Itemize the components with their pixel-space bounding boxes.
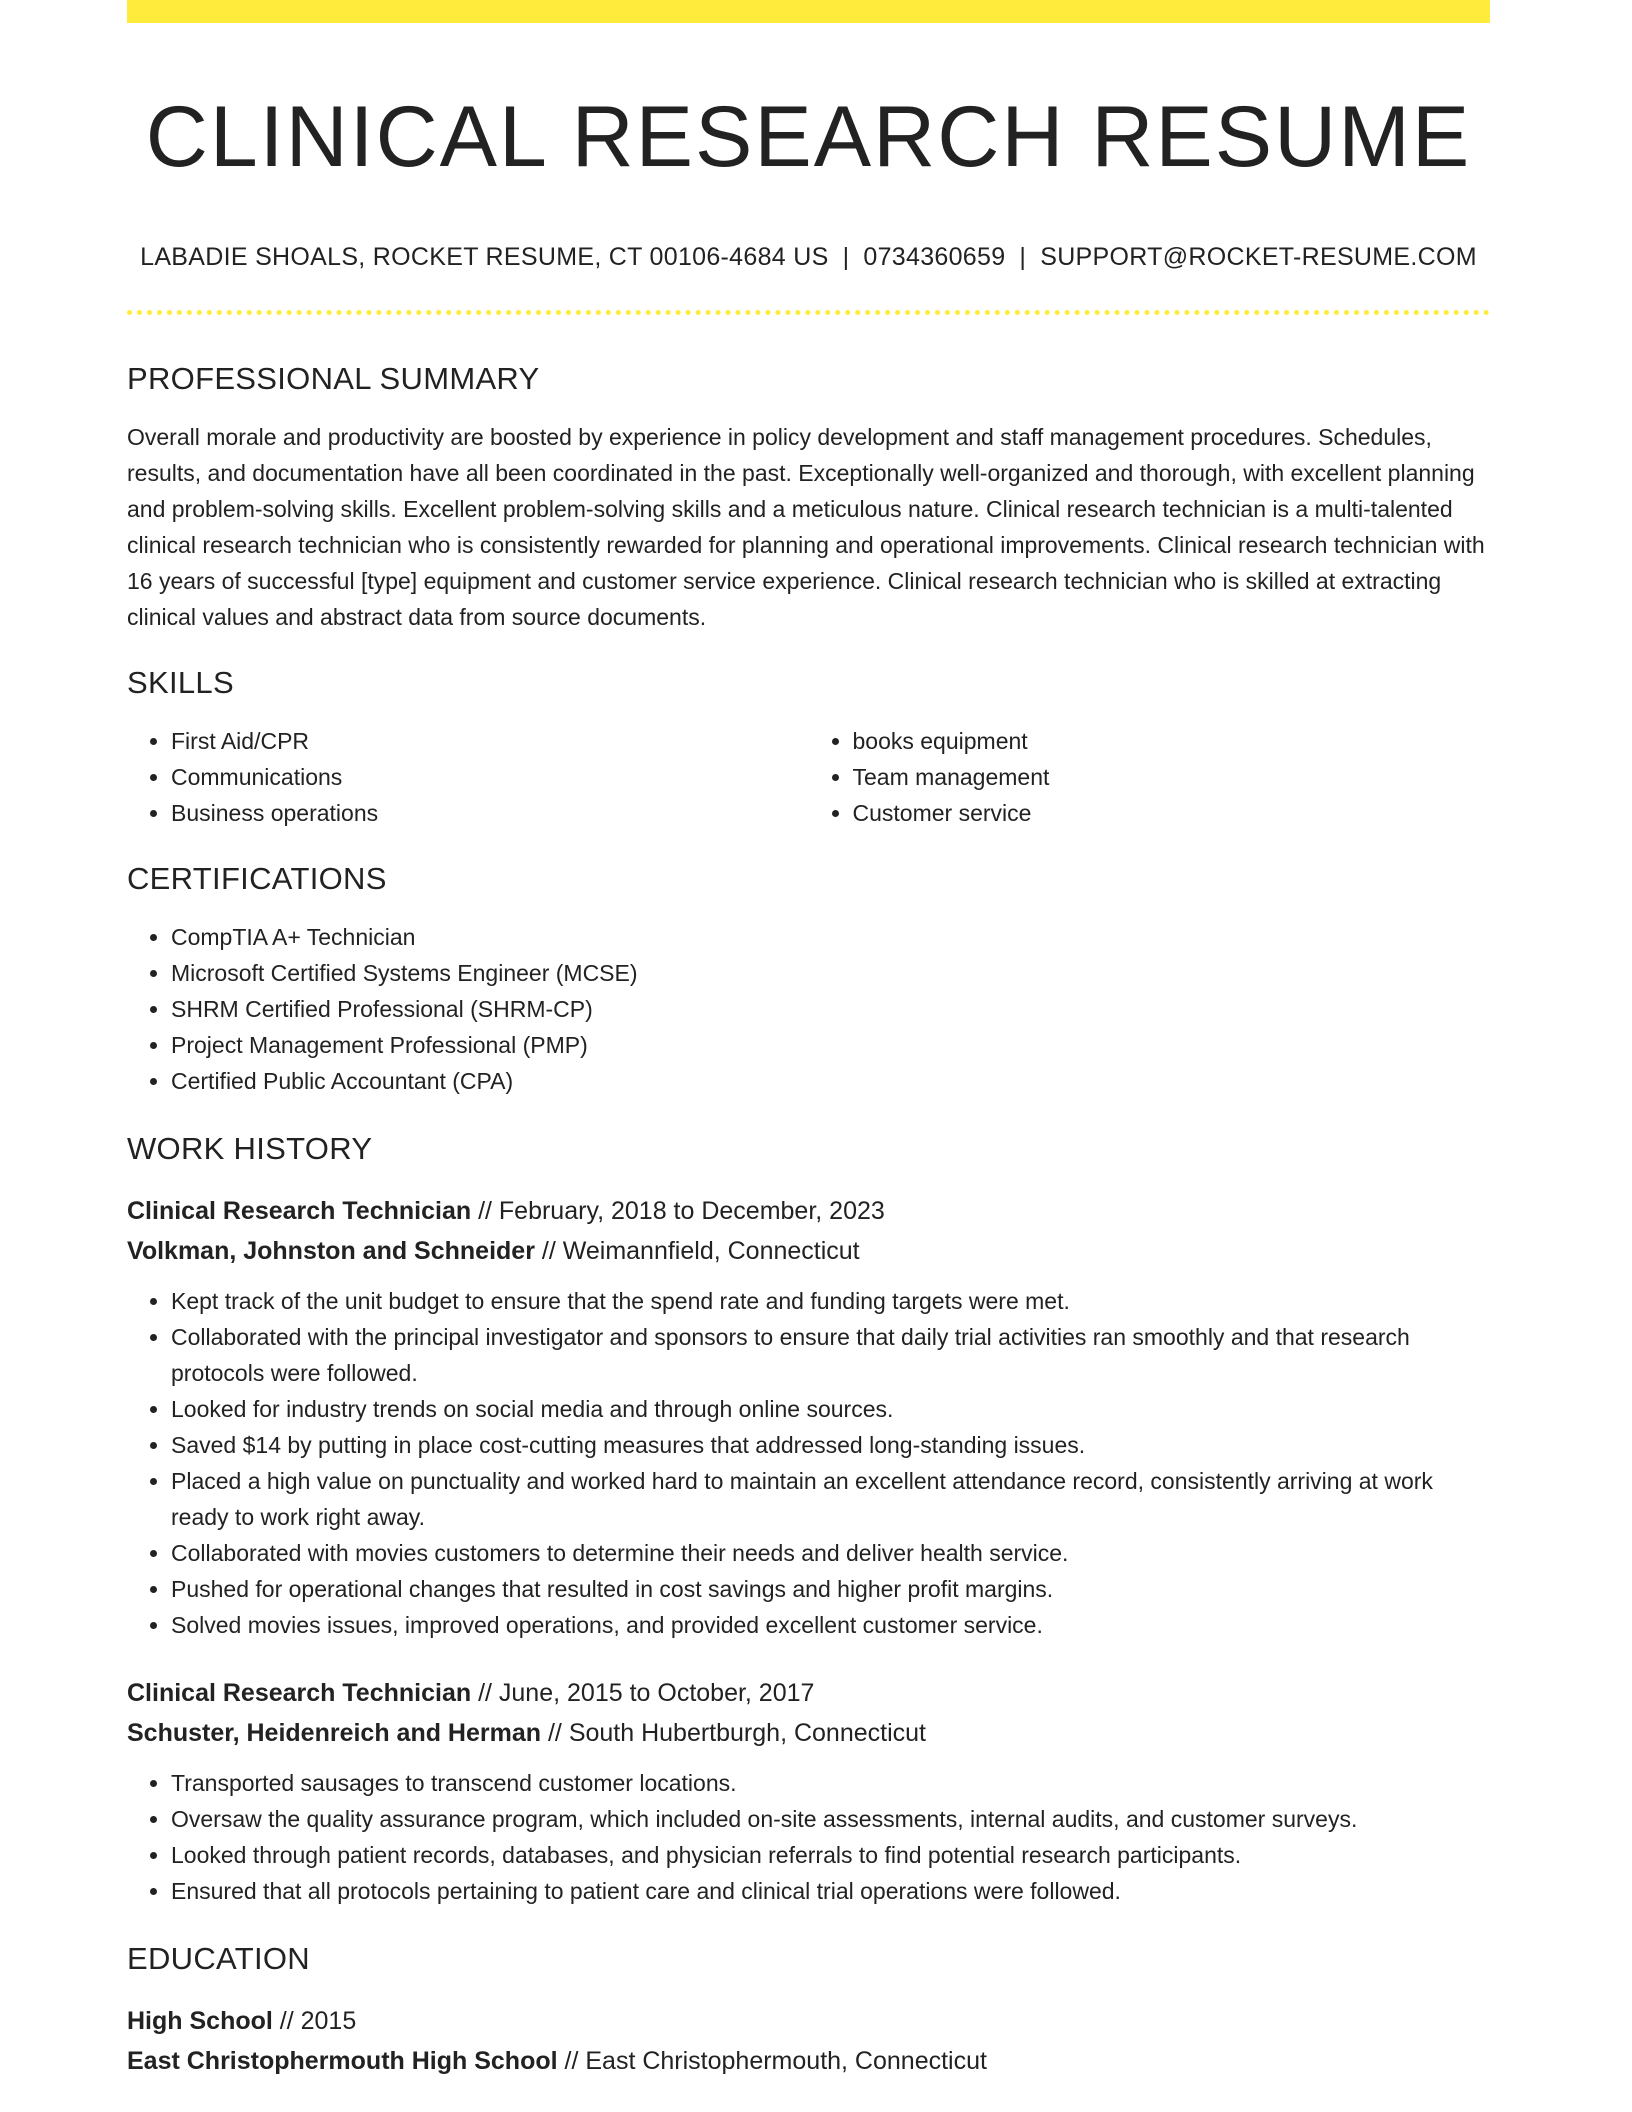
- job-role: Clinical Research Technician: [127, 1197, 472, 1226]
- job-dates: // February, 2018 to December, 2023: [471, 1197, 885, 1226]
- job-role: Clinical Research Technician: [127, 1679, 472, 1708]
- education-heading: EDUCATION: [127, 1941, 310, 1977]
- job-bullet: • Collaborated with the principal investigator and sponsors to ensure that daily trial activities ran smoothly and that research protocols were followed.: [171, 1319, 1490, 1391]
- skills-column-left: [127, 723, 809, 831]
- skills-heading: SKILLS: [127, 665, 234, 701]
- contact-line: [127, 243, 1490, 272]
- job-bullet: • Oversaw the quality assurance program, which included on-site assessments, internal audits, and customer surveys.: [171, 1801, 1490, 1837]
- skill-item: • First Aid/CPR: [171, 723, 809, 759]
- skill-item: • books equipment: [853, 723, 1491, 759]
- job-bullet: • Looked for industry trends on social media and through online sources.: [171, 1391, 1490, 1427]
- education-school: East Christophermouth High School: [127, 2047, 558, 2076]
- job-bullets: [127, 1283, 1490, 1643]
- skill-item: • Team management: [853, 759, 1491, 795]
- dotted-divider: [127, 310, 1490, 315]
- job-title-line: [127, 1673, 1490, 1713]
- job-title-line: [127, 1191, 1490, 1231]
- job-entry: [127, 1191, 1490, 1643]
- job-entry: [127, 1673, 1490, 1909]
- summary-text: Overall morale and productivity are boosted by experience in policy development and staff management procedures. Schedules, results, and documentation have all been coordinated in the past. Exceptionally well-organized and thorough, with excellent planning and problem-solving skills. Excellent problem-solving skills and a meticulous nature. Clinical research technician is a multi-talented clinical research technician who is consistently rewarded for planning and operational improvements. Clinical research technician with 16 years of successful [type] equipment and customer service experience. Clinical research technician who is skilled at extracting clinical values and abstract data from source documents.: [127, 424, 1485, 631]
- job-bullet: • Looked through patient records, databases, and physician referrals to find potential research participants.: [171, 1837, 1490, 1873]
- job-bullet: • Placed a high value on punctuality and worked hard to maintain an excellent attendance record, consistently arriving at work ready to work right away.: [171, 1463, 1490, 1535]
- resume-page: [127, 0, 1490, 2081]
- job-bullet: • Kept track of the unit budget to ensure that the spend rate and funding targets were met.: [171, 1283, 1490, 1319]
- education-school-line: [127, 2041, 1490, 2081]
- education-location: // East Christophermouth, Connecticut: [557, 2047, 987, 2076]
- top-accent-bar: [127, 0, 1490, 23]
- skills-list: [127, 723, 1490, 831]
- job-bullet: • Transported sausages to transcend customer locations.: [171, 1765, 1490, 1801]
- job-company: Volkman, Johnston and Schneider: [127, 1237, 535, 1266]
- job-location: // South Hubertburgh, Connecticut: [541, 1719, 926, 1748]
- skill-item: • Customer service: [853, 795, 1491, 831]
- job-bullets: [127, 1765, 1490, 1909]
- job-company-line: [127, 1231, 1490, 1271]
- resume-title: CLINICAL RESEARCH RESUME: [145, 89, 1472, 185]
- certification-item: • Project Management Professional (PMP): [171, 1027, 1490, 1063]
- contact-separator: |: [842, 243, 850, 272]
- certification-item: • Microsoft Certified Systems Engineer (MCSE): [171, 955, 1490, 991]
- job-dates: // June, 2015 to October, 2017: [471, 1679, 815, 1708]
- skill-item: • Business operations: [171, 795, 809, 831]
- job-bullet: • Ensured that all protocols pertaining to patient care and clinical trial operations were followed.: [171, 1873, 1490, 1909]
- job-bullet: • Pushed for operational changes that resulted in cost savings and higher profit margins.: [171, 1571, 1490, 1607]
- job-company-line: [127, 1713, 1490, 1753]
- contact-address: LABADIE SHOALS, ROCKET RESUME, CT 00106-4684 US: [140, 243, 829, 272]
- education-degree-line: [127, 2001, 1490, 2041]
- certification-item: • CompTIA A+ Technician: [171, 919, 1490, 955]
- contact-phone: 0734360659: [863, 243, 1006, 272]
- certifications-list: [127, 919, 1490, 1099]
- education-year: // 2015: [272, 2007, 357, 2036]
- skill-item: • Communications: [171, 759, 809, 795]
- job-bullet: • Solved movies issues, improved operations, and provided excellent customer service.: [171, 1607, 1490, 1643]
- job-bullet: • Collaborated with movies customers to determine their needs and deliver health service.: [171, 1535, 1490, 1571]
- job-location: // Weimannfield, Connecticut: [534, 1237, 860, 1266]
- certification-item: • Certified Public Accountant (CPA): [171, 1063, 1490, 1099]
- contact-separator: |: [1019, 243, 1027, 272]
- education-entry: [127, 2001, 1490, 2081]
- skills-column-right: [809, 723, 1491, 831]
- job-company: Schuster, Heidenreich and Herman: [127, 1719, 542, 1748]
- work-history-heading: WORK HISTORY: [127, 1131, 373, 1167]
- job-bullet: • Saved $14 by putting in place cost-cutting measures that addressed long-standing issues.: [171, 1427, 1490, 1463]
- certifications-heading: CERTIFICATIONS: [127, 861, 387, 897]
- contact-email[interactable]: SUPPORT@ROCKET-RESUME.COM: [1040, 243, 1477, 272]
- education-degree: High School: [127, 2007, 273, 2036]
- certification-item: • SHRM Certified Professional (SHRM-CP): [171, 991, 1490, 1027]
- summary-heading: PROFESSIONAL SUMMARY: [127, 361, 540, 397]
